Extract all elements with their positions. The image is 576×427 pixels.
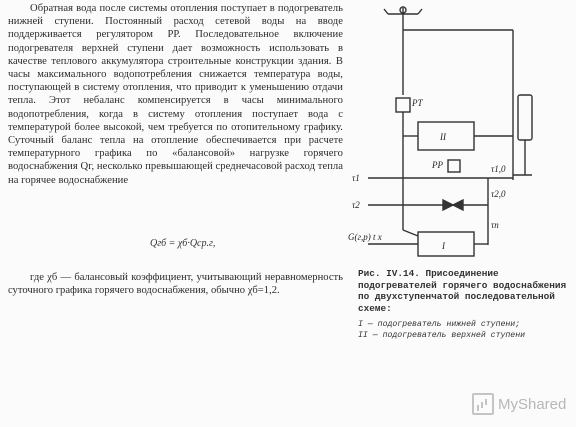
label-pp: РР	[432, 160, 443, 170]
label-tau20: τ2,0	[491, 189, 506, 199]
caption-title: Рис. IV.14. Присоединение подогревателей горячего водоснабжения по двухступенчатой последовательной схеме:	[358, 268, 567, 314]
legend-item-2: II — подогреватель верхней ступени	[358, 330, 526, 340]
label-cold-water: G(г,р) t х	[348, 232, 382, 242]
scheme-diagram	[348, 0, 576, 265]
paragraph-2: где χб — балансовый коэффициент, учитывающий неравномерность суточного графика горячего водоснабжения, обычно χб=1,2.	[8, 272, 343, 297]
chart-icon	[472, 393, 494, 415]
paragraph-1: Обратная вода после системы отопления поступает в подогреватель нижней ступени. Постоянный расход сетевой воды на вводе поддерживается регулятором РР. Последовательное включение подогревателя верхней ступени дает возможность использовать в качестве теплового аккумулятора строительные конструкции здания. В часы максимального водопотребления снижается температура воды, поступающей в систему отопления, что приводит к уменьшению отдачи тепла. Этот небаланс компенсируется в часы минимального водопотребления, когда в систему отопления поступает вода с температурой более высокой, чем требуется по отопительному графику. Суточный баланс тепла на отопление обеспечивается при расчете температурного графика по «балансовой» нагрузке горячего водоснабжения Qг, несколько превышающей среднечасовой расход тепла на горячее водоснабжение	[8, 3, 343, 186]
heater-ii	[418, 122, 474, 150]
heater-i	[418, 232, 474, 256]
label-tau1: τ1	[352, 173, 360, 183]
body-text-2	[8, 271, 343, 297]
heater-ii-label: II	[440, 132, 446, 142]
label-pt: РТ	[412, 98, 423, 108]
label-tau10: τ1,0	[491, 164, 506, 174]
heater-scheme-svg	[348, 0, 576, 265]
body-text	[8, 2, 343, 187]
caption-legend	[358, 320, 570, 341]
watermark	[472, 393, 566, 415]
label-taup: τп	[491, 220, 499, 230]
heater-i-label: I	[442, 241, 445, 251]
watermark-text: MyShared	[498, 395, 567, 413]
formula: Qгб = χб·Qср.г,	[150, 238, 216, 249]
figure-caption	[358, 268, 570, 341]
label-tau2: τ2	[352, 200, 360, 210]
legend-item-1: I — подогреватель нижней ступени;	[358, 320, 521, 329]
